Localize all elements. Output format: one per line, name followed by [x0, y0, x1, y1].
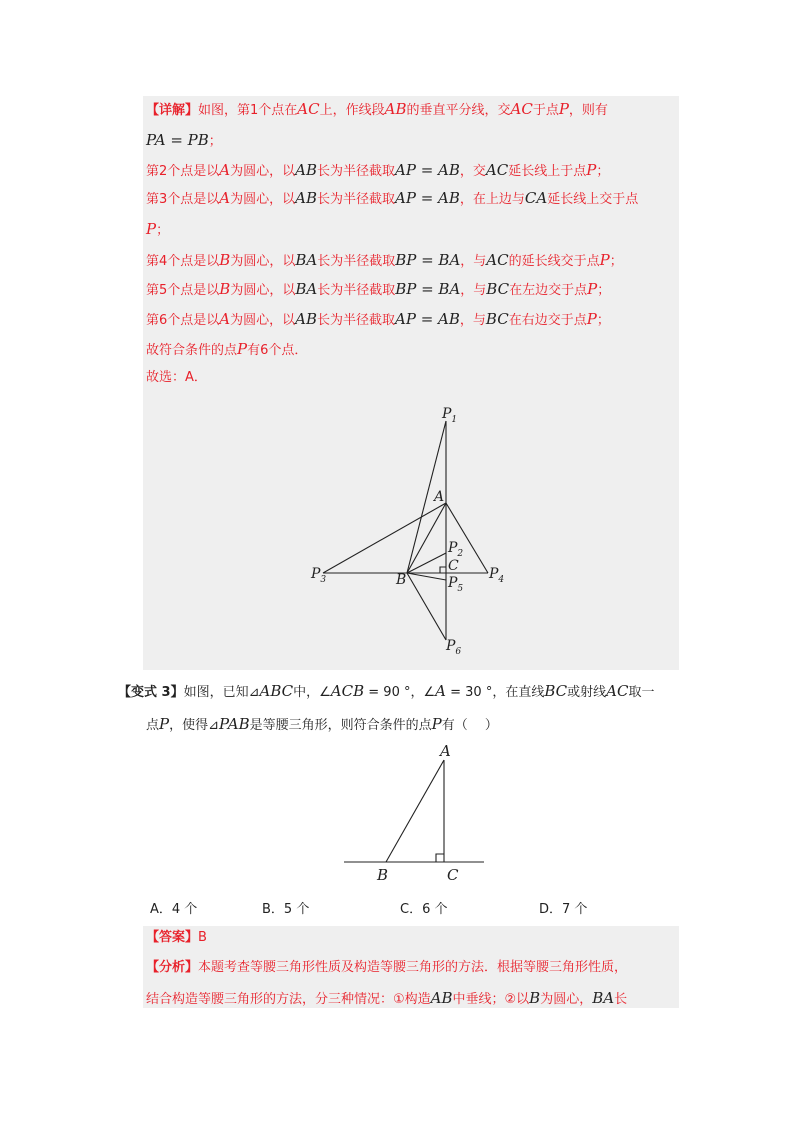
label-p1: $P_1$: [442, 406, 458, 425]
detail-line-4: 第3个点是以A为圆心，以AB长为半径截取AP = AB，在上边与CA延长线上交于点: [146, 189, 639, 207]
figure-1: [300, 398, 520, 660]
answer-line: 【答案】B: [146, 930, 207, 945]
detail-line-5: P；: [146, 220, 170, 238]
option-a[interactable]: A．4 个: [150, 902, 198, 917]
label-p4: $P_4$: [489, 566, 505, 585]
label-a-2: A: [440, 742, 451, 760]
analysis-line-2: 结合构造等腰三角形的方法，分三种情况：①构造AB中垂线；②以B为圆心，BA长: [146, 989, 628, 1007]
seg-b-p6: [407, 573, 446, 640]
option-c[interactable]: C．6 个: [400, 902, 448, 917]
analysis-line-1: 【分析】本题考查等腰三角形性质及构造等腰三角形的方法．根据等腰三角形性质，: [146, 960, 628, 975]
detail-line-8: 第6个点是以A为圆心，以AB长为半径截取AP = AB，与BC在右边交于点P；: [146, 310, 610, 328]
problem-line-2: 点P，使得⊿PAB是等腰三角形，则符合条件的点P有（ ）: [146, 715, 498, 733]
right-angle-mark: [440, 567, 446, 573]
label-c-2: C: [447, 866, 459, 884]
detail-line-6: 第4个点是以B为圆心，以BA长为半径截取BP = BA，与AC的延长线交于点P；: [146, 251, 623, 269]
label-p6: $P_6$: [446, 638, 462, 657]
label-b: B: [396, 572, 407, 588]
seg-ab-2: [386, 760, 444, 862]
detail-line-1: 【详解】如图，第1个点在AC上，作线段AB的垂直平分线，交AC于点P，则有: [146, 100, 608, 118]
label-a: A: [434, 489, 445, 505]
detail-line-9: 故符合条件的点P有6个点．: [146, 340, 308, 358]
option-d[interactable]: D．7 个: [539, 902, 588, 917]
detail-line-10: 故选：A．: [146, 370, 207, 385]
problem-line-1: 【变式 3】如图，已知⊿ABC中，∠ACB = 90 °，∠A = 30 °，在直线BC或射线AC取一: [118, 682, 655, 700]
label-b-2: B: [377, 866, 389, 884]
detail-line-2: PA = PB；: [146, 131, 222, 149]
figure-2: [330, 738, 500, 888]
label-p3: $P_3$: [311, 566, 327, 585]
right-angle-mark-2: [436, 854, 444, 862]
option-b[interactable]: B．5 个: [262, 902, 310, 917]
detail-line-7: 第5个点是以B为圆心，以BA长为半径截取BP = BA，与BC在左边交于点P；: [146, 280, 611, 298]
detail-line-3: 第2个点是以A为圆心，以AB长为半径截取AP = AB，交AC延长线上于点P；: [146, 161, 610, 179]
label-p5: $P_5$: [448, 575, 464, 594]
seg-b-p5: [407, 573, 446, 580]
label-c: C: [448, 558, 459, 574]
label-p2: $P_2$: [448, 540, 464, 559]
